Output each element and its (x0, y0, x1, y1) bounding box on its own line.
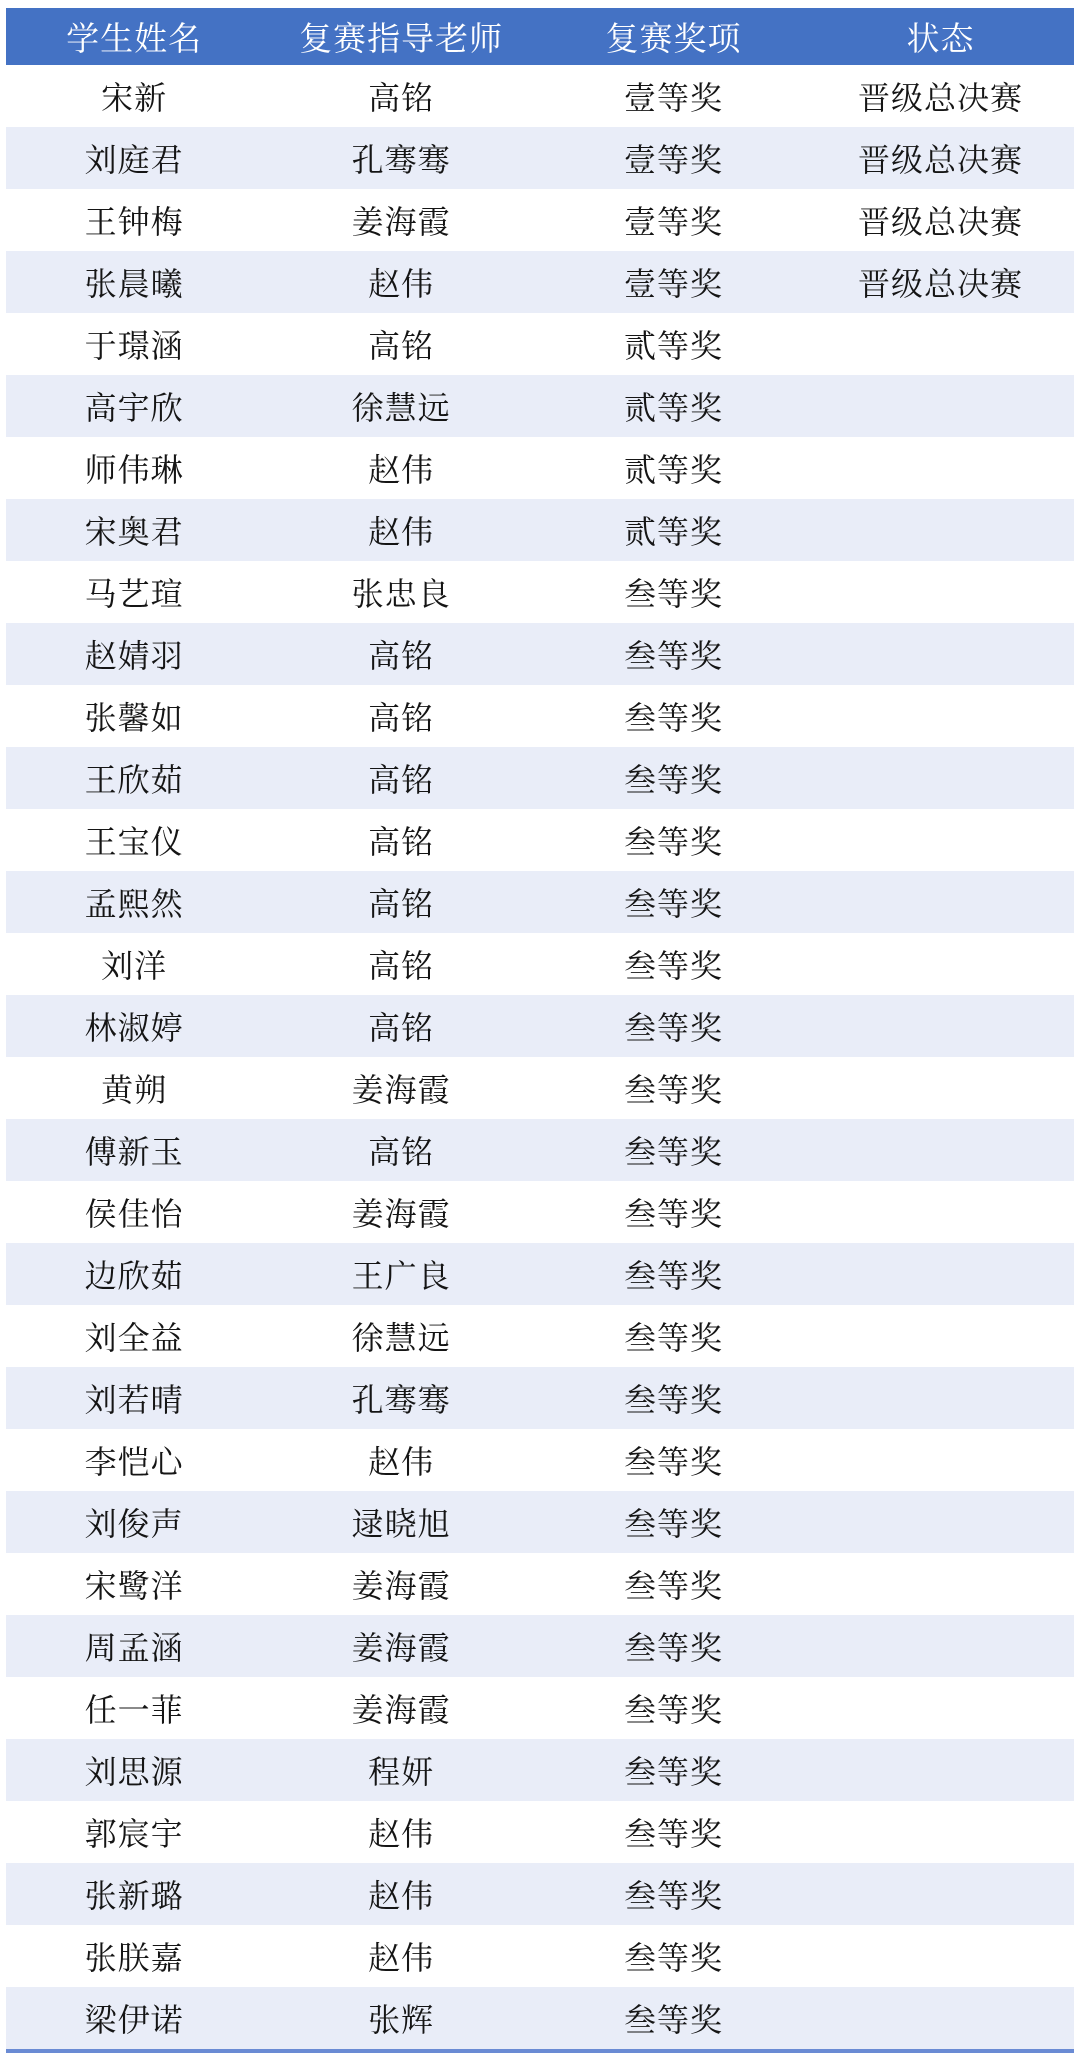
teacher-cell: 徐慧远 (351, 390, 451, 426)
table-row (6, 685, 1074, 747)
student-cell: 师伟琳 (84, 452, 184, 488)
teacher-cell: 赵伟 (368, 1444, 435, 1480)
status-cell (807, 871, 1074, 933)
teacher-cell: 高铭 (368, 762, 435, 798)
student-cell: 边欣茹 (84, 1258, 184, 1294)
teacher-cell: 高铭 (368, 886, 435, 922)
table-row (6, 561, 1074, 623)
teacher-cell: 赵伟 (368, 1878, 435, 1914)
award-cell: 叁等奖 (623, 1258, 723, 1294)
teacher-cell: 张忠良 (351, 576, 451, 612)
results-table (6, 8, 1074, 2053)
award-cell: 叁等奖 (623, 1010, 723, 1046)
status-cell (807, 933, 1074, 995)
status-cell (807, 1429, 1074, 1491)
status-cell (807, 623, 1074, 685)
student-cell: 刘若晴 (84, 1382, 184, 1418)
table-row (6, 437, 1074, 499)
status-cell (807, 1305, 1074, 1367)
teacher-cell: 高铭 (368, 948, 435, 984)
status-cell (807, 1057, 1074, 1119)
student-cell: 刘思源 (84, 1754, 184, 1790)
status-cell (807, 375, 1074, 437)
student-cell: 高宇欣 (84, 390, 184, 426)
student-cell: 林淑婷 (84, 1010, 184, 1046)
status-cell (807, 561, 1074, 623)
teacher-cell: 高铭 (368, 328, 435, 364)
award-cell: 叁等奖 (623, 1692, 723, 1728)
table-row (6, 1243, 1074, 1305)
status-cell (807, 1491, 1074, 1553)
column-header-status: 状态 (807, 8, 1074, 65)
student-cell: 张晨曦 (84, 266, 184, 302)
table-row (6, 1181, 1074, 1243)
teacher-cell: 赵伟 (368, 452, 435, 488)
teacher-cell: 王广良 (351, 1258, 451, 1294)
student-cell: 赵婧羽 (84, 638, 184, 674)
teacher-cell: 高铭 (368, 824, 435, 860)
teacher-cell: 张辉 (368, 2002, 435, 2038)
teacher-cell: 徐慧远 (351, 1320, 451, 1356)
student-cell: 张馨如 (84, 700, 184, 736)
student-cell: 刘洋 (101, 948, 168, 984)
table-row (6, 1615, 1074, 1677)
student-cell: 王钟梅 (84, 204, 184, 240)
status-cell (807, 1863, 1074, 1925)
status-cell (807, 1119, 1074, 1181)
award-cell: 叁等奖 (623, 762, 723, 798)
table-header (6, 8, 1074, 65)
award-cell: 贰等奖 (623, 514, 723, 550)
table-row (6, 1305, 1074, 1367)
award-cell: 贰等奖 (623, 390, 723, 426)
award-cell: 叁等奖 (623, 1320, 723, 1356)
table-row (6, 1119, 1074, 1181)
status-cell (807, 1367, 1074, 1429)
award-cell: 叁等奖 (623, 1940, 723, 1976)
teacher-cell: 赵伟 (368, 266, 435, 302)
status-cell (807, 1615, 1074, 1677)
student-cell: 于璟涵 (84, 328, 184, 364)
student-cell: 刘庭君 (84, 142, 184, 178)
award-cell: 叁等奖 (623, 1568, 723, 1604)
status-cell: 晋级总决赛 (857, 204, 1023, 240)
table-row (6, 1057, 1074, 1119)
teacher-cell: 赵伟 (368, 1940, 435, 1976)
status-cell: 晋级总决赛 (857, 266, 1023, 302)
award-cell: 叁等奖 (623, 1134, 723, 1170)
award-cell: 叁等奖 (623, 1754, 723, 1790)
student-cell: 郭宸宇 (84, 1816, 184, 1852)
table-row (6, 127, 1074, 189)
table-row (6, 1367, 1074, 1429)
status-cell (807, 747, 1074, 809)
table-row (6, 1429, 1074, 1491)
teacher-cell: 逯晓旭 (351, 1506, 451, 1542)
student-cell: 侯佳怡 (84, 1196, 184, 1232)
award-cell: 叁等奖 (623, 886, 723, 922)
teacher-cell: 姜海霞 (351, 1692, 451, 1728)
status-cell (807, 1739, 1074, 1801)
student-cell: 李恺心 (84, 1444, 184, 1480)
column-header-teacher: 复赛指导老师 (262, 8, 540, 65)
award-cell: 叁等奖 (623, 1816, 723, 1852)
student-cell: 刘俊声 (84, 1506, 184, 1542)
status-cell (807, 437, 1074, 499)
teacher-cell: 姜海霞 (351, 1568, 451, 1604)
student-cell: 王欣茹 (84, 762, 184, 798)
table-row (6, 1553, 1074, 1615)
student-cell: 宋鹭洋 (84, 1568, 184, 1604)
status-cell (807, 1181, 1074, 1243)
status-cell (807, 313, 1074, 375)
award-cell: 叁等奖 (623, 1630, 723, 1666)
teacher-cell: 高铭 (368, 700, 435, 736)
award-cell: 贰等奖 (623, 328, 723, 364)
student-cell: 刘全益 (84, 1320, 184, 1356)
award-cell: 叁等奖 (623, 824, 723, 860)
table-row (6, 251, 1074, 313)
table-row (6, 375, 1074, 437)
table-row (6, 871, 1074, 933)
table-row (6, 313, 1074, 375)
status-cell: 晋级总决赛 (857, 142, 1023, 178)
student-cell: 马艺瑄 (84, 576, 184, 612)
status-cell (807, 1987, 1074, 2051)
status-cell (807, 685, 1074, 747)
award-cell: 叁等奖 (623, 1382, 723, 1418)
student-cell: 张朕嘉 (84, 1940, 184, 1976)
award-cell: 叁等奖 (623, 576, 723, 612)
student-cell: 王宝仪 (84, 824, 184, 860)
table-row (6, 809, 1074, 871)
teacher-cell: 赵伟 (368, 1816, 435, 1852)
student-cell: 宋奥君 (84, 514, 184, 550)
student-cell: 黄朔 (101, 1072, 168, 1108)
table-row (6, 189, 1074, 251)
student-cell: 任一菲 (84, 1692, 184, 1728)
award-cell: 叁等奖 (623, 1444, 723, 1480)
award-cell: 叁等奖 (623, 948, 723, 984)
table-row (6, 747, 1074, 809)
teacher-cell: 姜海霞 (351, 1072, 451, 1108)
teacher-cell: 孔骞骞 (351, 142, 451, 178)
status-cell (807, 1553, 1074, 1615)
teacher-cell: 赵伟 (368, 514, 435, 550)
award-cell: 叁等奖 (623, 1072, 723, 1108)
table-body (6, 65, 1074, 2051)
status-cell (807, 1677, 1074, 1739)
student-cell: 宋新 (101, 80, 168, 116)
status-cell (807, 1801, 1074, 1863)
teacher-cell: 高铭 (368, 80, 435, 116)
table-row (6, 1739, 1074, 1801)
teacher-cell: 姜海霞 (351, 1630, 451, 1666)
teacher-cell: 孔骞骞 (351, 1382, 451, 1418)
table-row (6, 1925, 1074, 1987)
award-cell: 贰等奖 (623, 452, 723, 488)
award-cell: 壹等奖 (623, 142, 723, 178)
student-cell: 孟熙然 (84, 886, 184, 922)
column-header-award: 复赛奖项 (540, 8, 807, 65)
award-cell: 叁等奖 (623, 1196, 723, 1232)
table-row (6, 65, 1074, 127)
award-cell: 叁等奖 (623, 2002, 723, 2038)
table-row (6, 1677, 1074, 1739)
table-row (6, 499, 1074, 561)
table-row (6, 995, 1074, 1057)
student-cell: 傅新玉 (84, 1134, 184, 1170)
teacher-cell: 高铭 (368, 638, 435, 674)
header-row (6, 8, 1074, 65)
award-cell: 壹等奖 (623, 80, 723, 116)
student-cell: 周孟涵 (84, 1630, 184, 1666)
table-row (6, 623, 1074, 685)
table-row (6, 933, 1074, 995)
table-row (6, 1491, 1074, 1553)
status-cell (807, 499, 1074, 561)
table-row (6, 1987, 1074, 2051)
teacher-cell: 姜海霞 (351, 1196, 451, 1232)
award-cell: 叁等奖 (623, 638, 723, 674)
status-cell (807, 1243, 1074, 1305)
column-header-student: 学生姓名 (6, 8, 262, 65)
status-cell (807, 809, 1074, 871)
status-cell (807, 995, 1074, 1057)
award-cell: 壹等奖 (623, 204, 723, 240)
award-cell: 叁等奖 (623, 1506, 723, 1542)
award-cell: 壹等奖 (623, 266, 723, 302)
table-row (6, 1801, 1074, 1863)
award-cell: 叁等奖 (623, 700, 723, 736)
status-cell (807, 1925, 1074, 1987)
status-cell: 晋级总决赛 (857, 80, 1023, 116)
teacher-cell: 程妍 (368, 1754, 435, 1790)
student-cell: 张新璐 (84, 1878, 184, 1914)
award-cell: 叁等奖 (623, 1878, 723, 1914)
teacher-cell: 高铭 (368, 1134, 435, 1170)
table-row (6, 1863, 1074, 1925)
teacher-cell: 姜海霞 (351, 204, 451, 240)
teacher-cell: 高铭 (368, 1010, 435, 1046)
student-cell: 梁伊诺 (84, 2002, 184, 2038)
